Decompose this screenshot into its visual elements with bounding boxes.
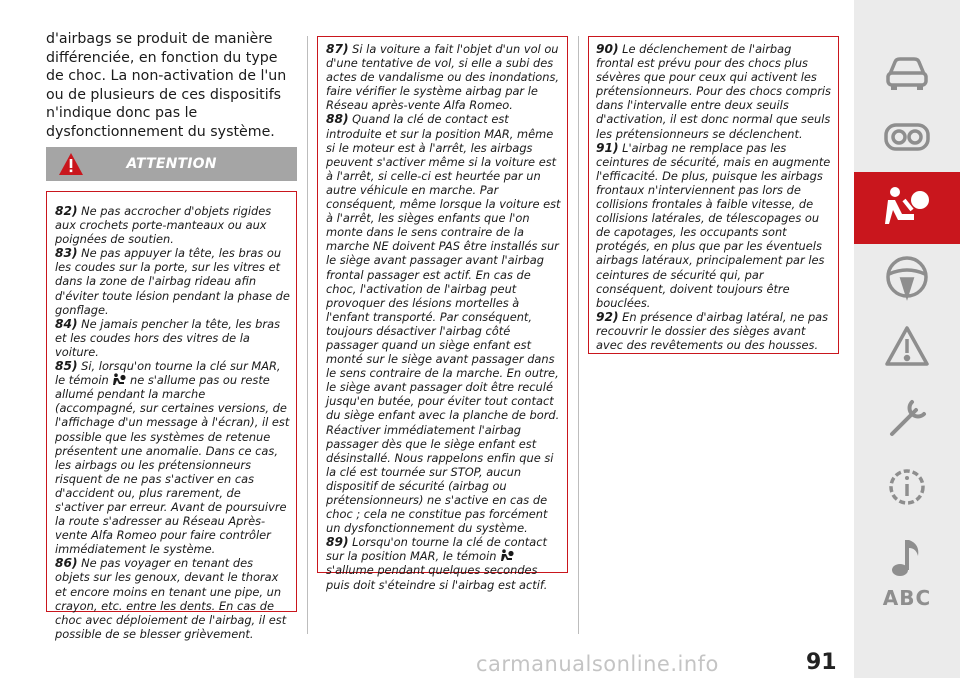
sidebar-item-starting-driving[interactable]	[854, 242, 960, 314]
note-text: Quand la clé de contact est introduite et sur la position MAR, même si le moteur est à l'arrêt, les airbags peuvent s'activer même si la voiture est à l'arrêt, si celle-ci est heurtée par un autre véhicule en marche. Par conséquent, même lorsque la voiture est à l'arrêt, les sièges enfants que l'on monte dans le sens contraire de la marche NE doivent PAS être installés sur le siège avant passager avant l'airbag frontal passager est actif. En cas de choc, l'activation de l'airbag peut provoquer des lésions mortelles à l'enfant transporté. Par conséquent, toujours désactiver l'airbag côté passager quand un siège enfant est monté sur le siège avant passager dans le sens contraire de la marche. En outre, le siège avant passager doit être reculé jusqu'en butée, pour éviter tout contact du siège enfant avec la planche de bord. Réactiver immédiatement l'airbag passager dès que le siège enfant est désinstallé. Nous rappelons enfin que si la clé est tournée sur STOP, aucun dispositif de sécurité (airbag ou prétensionneurs) ne s'active en cas de choc ; cela ne constitue pas forcément un dysfonctionnement du système.	[326, 112, 561, 536]
warning-84	[55, 317, 290, 359]
note-text: s'allume pendant quelques secondes puis doit s'éteindre si l'airbag est actif.	[326, 563, 548, 592]
note-number: 82)	[55, 204, 78, 218]
note-text: Ne jamais pencher la tête, les bras et les coudes hors des vitres de la voiture.	[55, 316, 281, 359]
warning-83	[55, 246, 290, 316]
note-text: ne s'allume pas ou reste allumé pendant la marche (accompagné, sur certaines versions, de l'affichage d'un message à l'écran), il est possible que les systèmes de retenue présentent une anomalie. Dans ce cas, les airbags ou les prétensionneurs risquent de ne pas s'activer en cas d'accident ou, plus rarement, de s'activer par erreur. Avant de poursuivre la route s'adresser au Réseau Après-vente Alfa Romeo pour faire contrôler immédiatement le système.	[55, 373, 290, 557]
sidebar-item-emergency[interactable]	[854, 382, 960, 454]
warning-90	[596, 42, 832, 141]
sidebar-item-multimedia[interactable]	[854, 522, 960, 594]
warning-89	[326, 535, 561, 591]
airbag-warning-light-icon	[112, 373, 126, 386]
note-number: 90)	[596, 42, 619, 56]
note-number: 91)	[596, 140, 619, 155]
warning-box-left	[46, 191, 297, 641]
note-number: 85)	[55, 359, 78, 374]
note-text: Si la voiture a fait l'objet d'un vol ou d'une tentative de vol, si elle a subi des actes de vandalisme ou des inondations, faire vérifier le système airbag par le Réseau après-vente Alfa Romeo.	[326, 42, 560, 113]
note-number: 84)	[55, 316, 78, 331]
watermark: carmanualsonline.info	[476, 652, 719, 676]
wrench-icon	[882, 392, 932, 442]
sidebar-item-vehicle[interactable]	[854, 36, 960, 108]
dashboard-icon	[882, 112, 932, 162]
sidebar-item-index[interactable]: ABC	[882, 586, 932, 610]
sidebar-item-instruments[interactable]	[854, 102, 960, 174]
warning-box-middle	[317, 36, 568, 592]
warning-91	[596, 141, 832, 310]
warning-82	[55, 204, 290, 246]
music-note-icon	[882, 532, 932, 582]
note-text: Si, lorsqu'on tourne la clé sur MAR, le témoin	[55, 359, 281, 388]
sidebar-item-safety[interactable]	[854, 172, 960, 244]
note-text: Le déclenchement de l'airbag frontal est prévu pour des chocs plus sévères que pour ceux qui activent les prétensionneurs. Pour des chocs compris dans l'intervalle entre deux seuils d'activation, il est donc normal que seuls les prétensionneurs se déclenchent.	[596, 42, 831, 141]
attention-title: ATTENTION	[126, 156, 217, 172]
warning-88	[326, 112, 561, 535]
warning-85	[55, 359, 290, 556]
car-icon	[882, 46, 932, 96]
note-number: 92)	[596, 309, 619, 324]
sidebar-item-maintenance[interactable]	[854, 452, 960, 524]
note-text: L'airbag ne remplace pas les ceintures de sécurité, mais en augmente l'efficacité. De plus, puisque les airbags frontaux n'interviennent pas lors de collisions frontales à faible vitesse, de collisions latérales, de télescopages ou de capotages, les occupants sont protégés, en plus que par les éventuels airbags latéraux, principalement par les ceintures de sécurité qui, par conséquent, doivent toujours être bouclées.	[596, 140, 831, 310]
note-number: 83)	[55, 246, 78, 261]
warning-box-right	[588, 36, 839, 354]
info-gear-icon	[882, 462, 932, 512]
steering-wheel-icon	[882, 252, 932, 302]
page-number: 91	[806, 650, 837, 675]
note-number: 89)	[326, 535, 349, 550]
warning-92	[596, 310, 832, 352]
chapter-sidebar	[854, 0, 960, 678]
warning-triangle-icon	[882, 322, 932, 372]
warning-86	[55, 556, 290, 641]
column-divider	[578, 36, 579, 634]
intro-paragraph: d'airbags se produit de manière différenciée, en fonction du type de choc. La non-activation de l'un ou de plusieurs de ces dispositifs n'indique donc pas le dysfonctionnement du système.	[46, 31, 287, 140]
attention-header	[46, 147, 297, 181]
note-text: Ne pas appuyer la tête, les bras ou les coudes sur la porte, sur les vitres et dans la zone de l'airbag rideau afin d'éviter toute lésion pendant la phase de gonflage.	[55, 246, 290, 317]
note-number: 87)	[326, 42, 349, 56]
note-text: Lorsqu'on tourne la clé de contact sur la position MAR, le témoin	[326, 535, 547, 564]
warning-87	[326, 42, 561, 112]
sidebar-item-warnings[interactable]	[854, 312, 960, 384]
note-text: Ne pas accrocher d'objets rigides aux crochets porte-manteaux ou aux poignées de soutien.	[55, 204, 272, 247]
airbag-warning-light-icon	[500, 549, 514, 562]
note-number: 88)	[326, 112, 349, 127]
note-text: Ne pas voyager en tenant des objets sur les genoux, devant le thorax et encore moins en tenant une pipe, un crayon, etc. entre les dents. En cas de choc avec déploiement de l'airbag, il est possible de se blesser grièvement.	[55, 556, 287, 641]
column-divider	[307, 36, 308, 634]
note-text: En présence d'airbag latéral, ne pas recouvrir le dossier des sièges avant avec des revêtements ou des housses.	[596, 309, 829, 352]
note-number: 86)	[55, 556, 78, 571]
airbag-seat-icon	[882, 182, 932, 232]
